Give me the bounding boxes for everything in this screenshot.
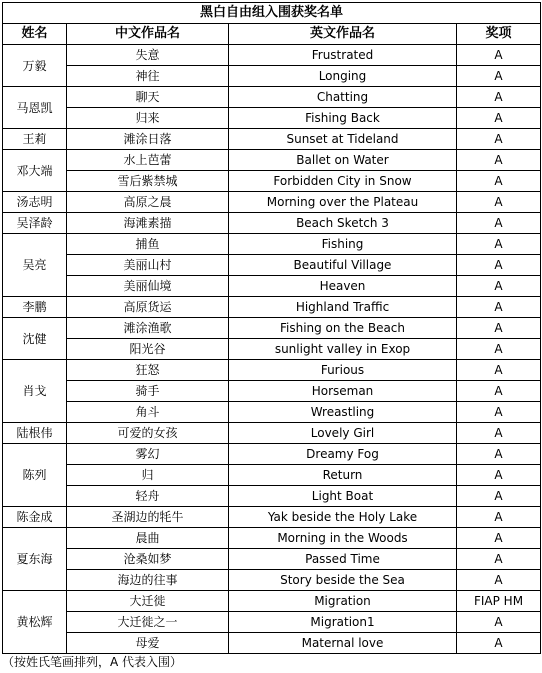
award-cell: A: [457, 213, 541, 234]
english-title-cell: Forbidden City in Snow: [229, 171, 457, 192]
award-cell: A: [457, 150, 541, 171]
table-row: [3, 633, 541, 654]
table-row: [3, 87, 541, 108]
photographer-name: 李鹏: [3, 297, 67, 318]
chinese-title-cell: 捕鱼: [67, 234, 229, 255]
award-cell: A: [457, 633, 541, 654]
english-title-cell: Beach Sketch 3: [229, 213, 457, 234]
table-row: [3, 192, 541, 213]
english-title-cell: Fishing: [229, 234, 457, 255]
english-title-cell: Story beside the Sea: [229, 570, 457, 591]
column-header-award: 奖项: [457, 24, 541, 45]
table-title: 黑白自由组入围获奖名单: [3, 3, 541, 24]
header-row: [3, 24, 541, 45]
award-cell: A: [457, 549, 541, 570]
table-row: [3, 45, 541, 66]
english-title-cell: Morning in the Woods: [229, 528, 457, 549]
table-row: [3, 528, 541, 549]
english-title-cell: Sunset at Tideland: [229, 129, 457, 150]
chinese-title-cell: 大迁徙之一: [67, 612, 229, 633]
award-cell: A: [457, 129, 541, 150]
table-row: [3, 423, 541, 444]
table-row: [3, 171, 541, 192]
award-cell: A: [457, 318, 541, 339]
chinese-title-cell: 美丽仙境: [67, 276, 229, 297]
award-cell: A: [457, 570, 541, 591]
table-row: [3, 570, 541, 591]
english-title-cell: Passed Time: [229, 549, 457, 570]
english-title-cell: Highland Traffic: [229, 297, 457, 318]
english-title-cell: Beautiful Village: [229, 255, 457, 276]
chinese-title-cell: 阳光谷: [67, 339, 229, 360]
english-title-cell: Maternal love: [229, 633, 457, 654]
award-cell: A: [457, 528, 541, 549]
photographer-name: 夏东海: [3, 528, 67, 591]
title-row: [3, 3, 541, 24]
table-row: [3, 66, 541, 87]
table-row: [3, 276, 541, 297]
award-cell: A: [457, 402, 541, 423]
award-cell: A: [457, 297, 541, 318]
photographer-name: 吴泽龄: [3, 213, 67, 234]
english-title-cell: Dreamy Fog: [229, 444, 457, 465]
chinese-title-cell: 角斗: [67, 402, 229, 423]
chinese-title-cell: 高原之晨: [67, 192, 229, 213]
english-title-cell: Wreastling: [229, 402, 457, 423]
award-cell: A: [457, 108, 541, 129]
table-row: [3, 402, 541, 423]
award-cell: A: [457, 465, 541, 486]
chinese-title-cell: 高原货运: [67, 297, 229, 318]
english-title-cell: Ballet on Water: [229, 150, 457, 171]
footnote: （按姓氏笔画排列，A 代表入围）: [2, 655, 183, 669]
photographer-name: 邓大端: [3, 150, 67, 192]
english-title-cell: Migration: [229, 591, 457, 612]
photographer-name: 王莉: [3, 129, 67, 150]
chinese-title-cell: 聊天: [67, 87, 229, 108]
award-cell: A: [457, 423, 541, 444]
chinese-title-cell: 神往: [67, 66, 229, 87]
english-title-cell: Chatting: [229, 87, 457, 108]
photographer-name: 陈列: [3, 444, 67, 507]
photographer-name: 肖戈: [3, 360, 67, 423]
table-row: [3, 318, 541, 339]
chinese-title-cell: 可爱的女孩: [67, 423, 229, 444]
table-row: [3, 339, 541, 360]
chinese-title-cell: 轻舟: [67, 486, 229, 507]
award-cell: A: [457, 612, 541, 633]
table-row: [3, 486, 541, 507]
english-title-cell: Frustrated: [229, 45, 457, 66]
award-cell: A: [457, 339, 541, 360]
english-title-cell: Return: [229, 465, 457, 486]
chinese-title-cell: 雪后紫禁城: [67, 171, 229, 192]
column-header-chinese-title: 中文作品名: [67, 24, 229, 45]
photographer-name: 万毅: [3, 45, 67, 87]
award-cell: A: [457, 66, 541, 87]
table-row: [3, 612, 541, 633]
chinese-title-cell: 归: [67, 465, 229, 486]
table-row: [3, 234, 541, 255]
chinese-title-cell: 海边的往事: [67, 570, 229, 591]
award-cell: A: [457, 171, 541, 192]
english-title-cell: Lovely Girl: [229, 423, 457, 444]
photographer-name: 陈金成: [3, 507, 67, 528]
chinese-title-cell: 圣湖边的牦牛: [67, 507, 229, 528]
table-row: [3, 507, 541, 528]
table-row: [3, 129, 541, 150]
chinese-title-cell: 沧桑如梦: [67, 549, 229, 570]
table-row: [3, 465, 541, 486]
english-title-cell: Longing: [229, 66, 457, 87]
table-row: [3, 444, 541, 465]
award-list-sheet: [2, 2, 540, 654]
award-cell: A: [457, 444, 541, 465]
table-body: [3, 45, 541, 654]
english-title-cell: Yak beside the Holy Lake: [229, 507, 457, 528]
table-row: [3, 213, 541, 234]
award-cell: A: [457, 360, 541, 381]
table-row: [3, 549, 541, 570]
chinese-title-cell: 大迁徙: [67, 591, 229, 612]
chinese-title-cell: 水上芭蕾: [67, 150, 229, 171]
photographer-name: 沈健: [3, 318, 67, 360]
photographer-name: 马恩凯: [3, 87, 67, 129]
english-title-cell: Fishing on the Beach: [229, 318, 457, 339]
award-cell: A: [457, 192, 541, 213]
award-cell: A: [457, 87, 541, 108]
column-header-english-title: 英文作品名: [229, 24, 457, 45]
award-cell: A: [457, 255, 541, 276]
chinese-title-cell: 骑手: [67, 381, 229, 402]
chinese-title-cell: 滩涂渔歌: [67, 318, 229, 339]
award-table: [2, 2, 541, 654]
english-title-cell: Light Boat: [229, 486, 457, 507]
table-row: [3, 591, 541, 612]
english-title-cell: Fishing Back: [229, 108, 457, 129]
english-title-cell: Furious: [229, 360, 457, 381]
chinese-title-cell: 母爱: [67, 633, 229, 654]
english-title-cell: sunlight valley in Exop: [229, 339, 457, 360]
award-cell: A: [457, 381, 541, 402]
award-cell: A: [457, 45, 541, 66]
award-cell: A: [457, 507, 541, 528]
photographer-name: 黄松辉: [3, 591, 67, 654]
chinese-title-cell: 归来: [67, 108, 229, 129]
column-header-name: 姓名: [3, 24, 67, 45]
table-row: [3, 255, 541, 276]
chinese-title-cell: 失意: [67, 45, 229, 66]
award-cell: A: [457, 486, 541, 507]
photographer-name: 陆根伟: [3, 423, 67, 444]
award-cell: A: [457, 234, 541, 255]
english-title-cell: Migration1: [229, 612, 457, 633]
table-row: [3, 381, 541, 402]
chinese-title-cell: 海滩素描: [67, 213, 229, 234]
chinese-title-cell: 雾幻: [67, 444, 229, 465]
table-row: [3, 150, 541, 171]
english-title-cell: Morning over the Plateau: [229, 192, 457, 213]
award-cell: A: [457, 276, 541, 297]
english-title-cell: Horseman: [229, 381, 457, 402]
table-row: [3, 360, 541, 381]
table-row: [3, 297, 541, 318]
chinese-title-cell: 美丽山村: [67, 255, 229, 276]
english-title-cell: Heaven: [229, 276, 457, 297]
photographer-name: 吴亮: [3, 234, 67, 297]
chinese-title-cell: 狂怒: [67, 360, 229, 381]
photographer-name: 汤志明: [3, 192, 67, 213]
chinese-title-cell: 晨曲: [67, 528, 229, 549]
chinese-title-cell: 滩涂日落: [67, 129, 229, 150]
award-cell: FIAP HM: [457, 591, 541, 612]
table-row: [3, 108, 541, 129]
